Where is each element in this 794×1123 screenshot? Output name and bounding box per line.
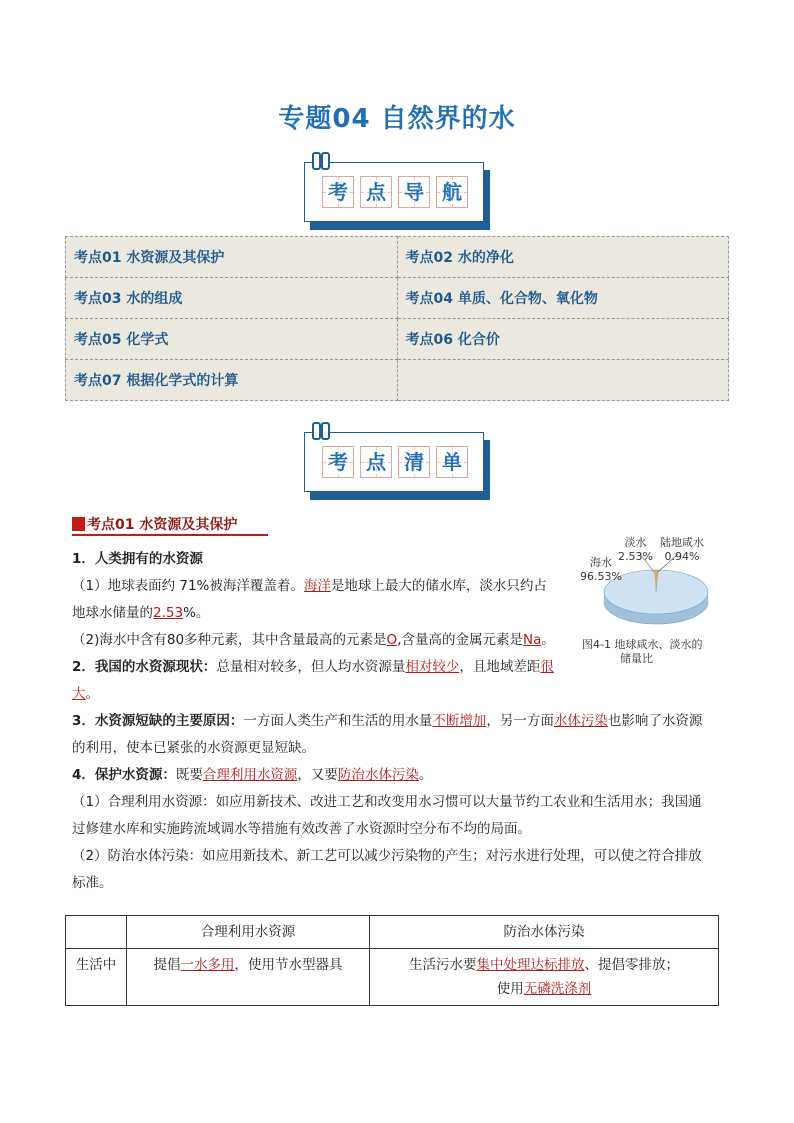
empty-cell: [397, 360, 729, 401]
banner-char: 考: [322, 176, 354, 208]
pie-label-land: 陆地咸水 0.94%: [660, 536, 704, 563]
answer: 一水多用: [180, 957, 235, 973]
pie-label-sea: 海水 96.53%: [580, 556, 622, 583]
topic-link[interactable]: 考点06 化合价: [397, 319, 729, 360]
topic-link[interactable]: 考点03 水的组成: [66, 278, 398, 319]
list-banner: [304, 432, 488, 498]
section-header: 考点01 水资源及其保护: [72, 514, 237, 534]
answer: 2.53: [153, 605, 184, 621]
water-pie-figure: [578, 536, 728, 676]
answer: 大: [72, 686, 86, 702]
topic-nav-table: [65, 236, 729, 401]
answer: 不断增加: [432, 713, 487, 729]
answer: Na: [522, 632, 542, 648]
answer: 海洋: [303, 578, 331, 594]
banner-char: 点: [360, 446, 392, 478]
answer: 很: [540, 659, 554, 675]
banner-char: 点: [360, 176, 392, 208]
answer: 相对较少: [405, 659, 460, 675]
point-1: 1．人类拥有的水资源 （1）地球表面约 71%被海洋覆盖着。海洋是地球上最大的储水库，淡水只约占 地球水储量的2.53%。 （2)海水中含有80多种元素，其中含量最高的元素是O,含量高的金属元素是Na。 2．我国的水资源现状：总量相对较多，但人均水资源量相对较少，且地域差距很 大。: [72, 546, 562, 708]
point-1-title: 1．人类拥有的水资源: [72, 551, 203, 567]
table-row: 生活中 提倡一水多用，使用节水型器具 生活污水要集中处理达标排放、提倡零排放； 使用无磷洗涤剂: [66, 949, 719, 1006]
points-3-6: 3．水资源短缺的主要原因：一方面人类生产和生活的用水量不断增加，另一方面水体污染也影响了水资源 的利用，使本已紧张的水资源更显短缺。 4．保护水资源：既要合理利用水资源，又要防治水体污染。 （1）合理利用水资源：如应用新技术、改进工艺和改变用水习惯可以大量节约工农业和生活用水；我国通 过修建水库和实施跨流域调水等措施有效改善了水资源时空分布不均的局面。 （2）防治水体污染：如应用新技术、新工艺可以减少污染物的产生；对污水进行处理，可以使之符合排放 标准。: [72, 713, 703, 891]
banner-char: 航: [436, 176, 468, 208]
nav-banner: [304, 162, 488, 228]
topic-link[interactable]: 考点07 根据化学式的计算: [66, 360, 398, 401]
comparison-table: [65, 915, 719, 1006]
pie-caption: 图4-1 地球咸水、淡水的 储量比: [582, 638, 703, 665]
banner-char: 单: [436, 446, 468, 478]
topic-link[interactable]: 考点05 化学式: [66, 319, 398, 360]
answer: 合理利用水资源: [202, 767, 298, 783]
answer: 无磷洗涤剂: [523, 981, 592, 997]
topic-link[interactable]: 考点04 单质、化合物、氧化物: [397, 278, 729, 319]
topic-link[interactable]: 考点02 水的净化: [397, 237, 729, 278]
banner-char: 清: [398, 446, 430, 478]
table-header-row: 合理利用水资源 防治水体污染: [66, 916, 719, 949]
answer: 集中处理达标排放: [476, 957, 585, 973]
topic-link[interactable]: 考点01 水资源及其保护: [66, 237, 398, 278]
banner-char: 考: [322, 446, 354, 478]
pie-label-fresh: 淡水 2.53%: [618, 536, 653, 563]
pie-chart: [578, 536, 728, 636]
answer: 水体污染: [553, 713, 608, 729]
section-underline: [72, 534, 268, 536]
answer: O: [386, 632, 398, 648]
answer: 防治水体污染: [337, 767, 419, 783]
section-marker-icon: [72, 517, 85, 531]
banner-char: 导: [398, 176, 430, 208]
page-title: 专题04 自然界的水: [278, 104, 516, 134]
